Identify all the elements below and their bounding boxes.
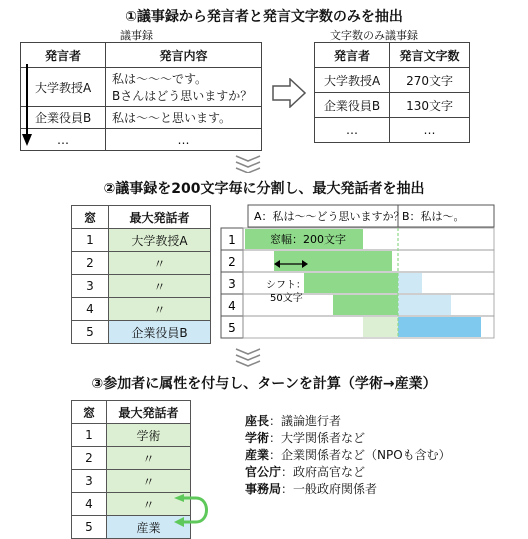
attribute-value: ：一般政府関係者 (281, 482, 378, 496)
segment-b-label: B：私は～。 (402, 210, 465, 223)
content-cell (106, 68, 262, 107)
table-row (21, 68, 262, 107)
attribute-item (245, 430, 451, 447)
sliding-window-diagram (220, 204, 520, 344)
table-row (315, 68, 470, 93)
header-chars: 発言文字数 (390, 43, 470, 68)
minutes-table (20, 42, 262, 151)
top-speaker: 大学教授A (109, 229, 211, 252)
header-window: 窓 (72, 206, 109, 229)
attribute-key: 学術 (245, 431, 270, 445)
shift-label: 50文字 (270, 293, 303, 304)
attribute-item (245, 447, 451, 464)
window-bar-3 (304, 273, 398, 293)
content-line: Bさんはどう思いますか？ (112, 89, 253, 103)
turn-arrow-icon (170, 488, 216, 532)
row-number-column (221, 228, 243, 338)
attribute-value: ：大学関係者など (269, 431, 366, 445)
time-down-arrow (20, 62, 34, 148)
top-speaker: 〃 (109, 275, 211, 298)
attribute-legend (245, 413, 451, 498)
count-table (314, 42, 470, 143)
window-bar-3-b (398, 273, 422, 293)
chars-cell: … (390, 118, 470, 143)
speaker-cell: 大学教授A (21, 68, 106, 107)
speaker-cell: 企業役員B (21, 107, 106, 129)
attribute-key: 産業 (245, 448, 270, 462)
window-no: 3 (72, 470, 107, 493)
window-bar-5 (363, 317, 398, 337)
attribute-value: ：企業関係者など（NPOも含む） (269, 448, 451, 462)
speaker-cell: … (21, 129, 106, 151)
window-bar-5-b (398, 317, 481, 337)
top-attribute: 〃 (107, 470, 191, 493)
step2-title: ②議事録を200文字毎に分割し、最大発話者を抽出 (103, 181, 425, 197)
segment-a-label: A：私は～～どう思いますか？ (254, 210, 405, 223)
shift-label: シフト： (266, 280, 306, 291)
content-line: 私は～～～です。 (112, 72, 208, 86)
chevron-down-icon (234, 346, 262, 368)
window-no: 5 (72, 321, 109, 344)
step1-title: ①議事録から発言者と発言文字数のみを抽出 (125, 9, 403, 25)
table-row (72, 229, 211, 252)
table-row (72, 447, 191, 470)
speaker-cell: 大学教授A (315, 68, 390, 93)
count-header-row (315, 43, 470, 68)
window-bar-4 (333, 295, 398, 315)
row-number: 4 (228, 299, 236, 313)
window-header-row (72, 401, 191, 424)
window-no: 3 (72, 275, 109, 298)
chars-cell: 130文字 (390, 93, 470, 118)
attribute-key: 座長 (245, 414, 270, 428)
window-no: 5 (72, 516, 107, 539)
window-no: 4 (72, 298, 109, 321)
table-row (21, 107, 262, 129)
header-top-speaker: 最大発話者 (107, 401, 191, 424)
right-arrow-icon (272, 78, 306, 108)
table-row (72, 424, 191, 447)
attribute-value: ：政府高官など (281, 465, 366, 479)
table-row (72, 321, 211, 344)
attribute-item (245, 413, 451, 430)
row-number: 2 (228, 255, 236, 269)
window-table-2 (71, 205, 211, 344)
count-caption: 文字数のみ議事録 (330, 29, 418, 42)
window-bar-2 (274, 251, 392, 271)
header-speaker: 発言者 (315, 43, 390, 68)
top-attribute: 産業 (107, 516, 191, 539)
top-attribute: 学術 (107, 424, 191, 447)
top-attribute: 〃 (107, 447, 191, 470)
content-cell: 私は～～と思います。 (106, 107, 262, 129)
row-number: 1 (228, 233, 236, 247)
window-no: 4 (72, 493, 107, 516)
minutes-header-row (21, 43, 262, 68)
minutes-caption: 議事録 (120, 29, 153, 42)
row-number: 5 (228, 321, 236, 335)
table-row (72, 275, 211, 298)
content-cell: … (106, 129, 262, 151)
attribute-key: 事務局 (245, 482, 282, 496)
step3-title: ③参加者に属性を付与し、ターンを計算（学術→産業） (91, 376, 437, 392)
chevron-down-icon (234, 153, 262, 173)
header-content: 発言内容 (106, 43, 262, 68)
table-row (21, 129, 262, 151)
table-row (72, 298, 211, 321)
attribute-item (245, 464, 451, 481)
top-speaker: 〃 (109, 298, 211, 321)
attribute-value: ：議論進行者 (269, 414, 342, 428)
header-window: 窓 (72, 401, 107, 424)
attribute-item (245, 481, 451, 498)
top-attribute: 〃 (107, 493, 191, 516)
window-width-label: 窓幅：200文字 (270, 233, 346, 246)
attribute-key: 官公庁 (245, 465, 282, 479)
chars-cell: 270文字 (390, 68, 470, 93)
row-number: 3 (228, 277, 236, 291)
speaker-cell: … (315, 118, 390, 143)
header-speaker: 発言者 (21, 43, 106, 68)
top-speaker: 企業役員B (109, 321, 211, 344)
speaker-cell: 企業役員B (315, 93, 390, 118)
window-no: 1 (72, 229, 109, 252)
top-speaker: 〃 (109, 252, 211, 275)
table-row (315, 118, 470, 143)
header-top-speaker: 最大発話者 (109, 206, 211, 229)
window-no: 2 (72, 447, 107, 470)
window-header-row (72, 206, 211, 229)
table-row (315, 93, 470, 118)
window-bar-4-b (398, 295, 451, 315)
window-no: 1 (72, 424, 107, 447)
table-row (72, 252, 211, 275)
window-no: 2 (72, 252, 109, 275)
